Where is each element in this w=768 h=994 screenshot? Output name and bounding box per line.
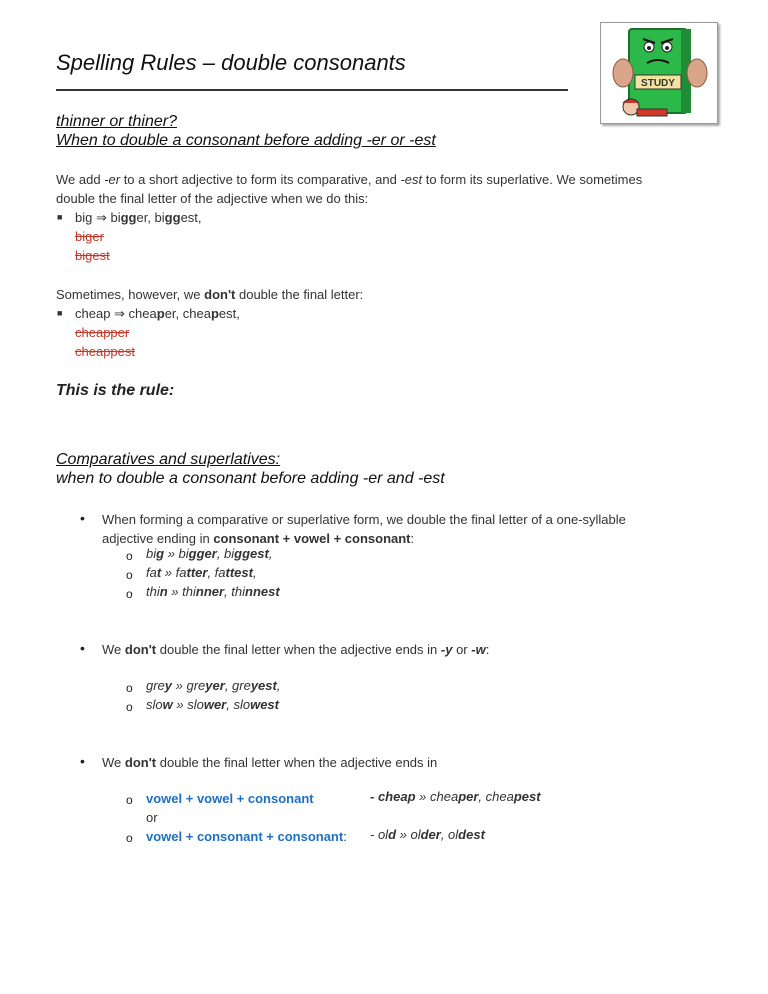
example-item [146, 565, 257, 580]
text: er, chea [164, 306, 211, 321]
rule-y-w [102, 640, 489, 659]
o-bullet: o [126, 700, 133, 714]
bold: per [458, 789, 479, 804]
bold: don't [204, 287, 236, 302]
example-item [146, 697, 279, 712]
book-label: STUDY [641, 78, 675, 89]
bold: don't [124, 642, 157, 657]
bold: der [420, 827, 441, 842]
o-bullet: o [126, 681, 133, 695]
text: thi [146, 584, 160, 599]
bold: w [162, 697, 173, 712]
page-title: Spelling Rules – double consonants [56, 50, 406, 75]
bold: gg [120, 210, 137, 225]
text: When forming a comparative or superlative form, we double the final letter of a one-syllable [102, 512, 626, 527]
text: , fa [207, 565, 226, 580]
o-bullet: o [126, 549, 133, 563]
text: to a short adjective to form its comparative, and [120, 172, 401, 187]
text: » bi [164, 546, 189, 561]
text: cheap ⇒ chea [75, 306, 157, 321]
suffix-w: -w [471, 642, 486, 657]
text: double the final letter: [235, 287, 364, 302]
suffix-y: -y [440, 642, 453, 657]
text: bi [146, 546, 157, 561]
bold: gg [164, 210, 181, 225]
bold: wer [203, 697, 227, 712]
bold: p [407, 789, 416, 804]
round-bullet: • [80, 753, 85, 769]
text: fa [146, 565, 157, 580]
square-bullet: ■ [57, 308, 63, 318]
study-book-image [600, 22, 718, 124]
round-bullet: • [80, 510, 85, 526]
bold: ttest [225, 565, 253, 580]
wrong-spelling: biger [75, 229, 104, 244]
bold: g [156, 546, 165, 561]
bold: n [159, 584, 168, 599]
text: : [485, 642, 490, 657]
text: » ol [396, 827, 421, 842]
bold: west [250, 697, 279, 712]
text: , ol [440, 827, 459, 842]
bold: don't [124, 755, 157, 770]
text: er, bi [136, 210, 165, 225]
example-item [370, 789, 541, 804]
bold: t [156, 565, 162, 580]
rule-double [102, 510, 702, 548]
text: , [252, 565, 257, 580]
title-divider [56, 89, 568, 91]
suffix-er: -er [104, 172, 121, 187]
bold: nner [195, 584, 225, 599]
wrong-spelling: cheappest [75, 344, 135, 359]
bold: tter [186, 565, 208, 580]
however-paragraph [56, 285, 363, 304]
bold: nnest [245, 584, 280, 599]
study-book-monster-icon [601, 23, 717, 123]
text: to form its superlative. We sometimes [422, 172, 643, 187]
intro-heading [56, 112, 436, 150]
text: gre [146, 678, 165, 693]
comparatives-subheading: when to double a consonant before adding -er and -est [56, 470, 445, 487]
text: est, [218, 306, 240, 321]
wrong-spelling: bigest [75, 248, 110, 263]
intro-heading-line2: When to double a consonant before adding -er or -est [56, 132, 436, 149]
text: » chea [415, 789, 459, 804]
text: » slo [172, 697, 204, 712]
or-text: or [146, 810, 158, 825]
intro-heading-line1: thinner or thiner? [56, 113, 177, 130]
text: , [276, 678, 281, 693]
bold: gger [188, 546, 217, 561]
text: - ol [370, 827, 389, 842]
bold: yest [250, 678, 277, 693]
example-big [75, 208, 202, 227]
intro-paragraph [56, 170, 716, 208]
bold: yer [205, 678, 225, 693]
text: Sometimes, however, we [56, 287, 205, 302]
bold: p [156, 306, 165, 321]
intro-line2: double the final letter of the adjective when we do this: [56, 191, 369, 206]
bold: d [388, 827, 397, 842]
suffix-est: -est [400, 172, 423, 187]
bold: pest [513, 789, 541, 804]
comparatives-heading: Comparatives and superlatives: [56, 451, 281, 468]
text: , slo [226, 697, 251, 712]
text: or [452, 642, 472, 657]
text: big ⇒ bi [75, 210, 121, 225]
text: We [102, 642, 125, 657]
rule-no-double [102, 753, 437, 772]
example-item [146, 546, 272, 561]
text: slo [146, 697, 163, 712]
text: : [410, 531, 415, 546]
text: adjective ending in [102, 531, 214, 546]
text: : [343, 829, 347, 844]
pattern-vcc: vowel + consonant + consonant [146, 829, 344, 844]
text: , gre [224, 678, 251, 693]
text: , [268, 546, 273, 561]
o-bullet: o [126, 831, 133, 845]
pattern-vvc: vowel + vowel + consonant [146, 791, 314, 806]
text: » fa [161, 565, 187, 580]
o-bullet: o [126, 793, 133, 807]
o-bullet: o [126, 568, 133, 582]
text: est, [180, 210, 202, 225]
text: » gre [172, 678, 206, 693]
pattern: consonant + vowel + consonant [213, 531, 411, 546]
bold: - chea [370, 789, 408, 804]
text: , bi [216, 546, 235, 561]
pattern-vcc-line [146, 827, 347, 846]
example-item [146, 678, 280, 693]
bold: ggest [234, 546, 269, 561]
square-bullet: ■ [57, 212, 63, 222]
round-bullet: • [80, 640, 85, 656]
o-bullet: o [126, 587, 133, 601]
text: double the final letter when the adjective ends in [156, 642, 441, 657]
text: , thi [224, 584, 246, 599]
text: We add [56, 172, 105, 187]
bold: y [164, 678, 173, 693]
example-item [370, 827, 485, 842]
bold: dest [458, 827, 485, 842]
text: » thi [167, 584, 196, 599]
example-cheap [75, 304, 240, 323]
text: We [102, 755, 125, 770]
example-item [146, 584, 280, 599]
wrong-spelling: cheapper [75, 325, 130, 340]
rule-heading: This is the rule: [56, 382, 175, 399]
intro-line1 [56, 170, 716, 189]
bold: p [210, 306, 219, 321]
text: double the final letter when the adjective ends in [156, 755, 438, 770]
text: , chea [478, 789, 514, 804]
